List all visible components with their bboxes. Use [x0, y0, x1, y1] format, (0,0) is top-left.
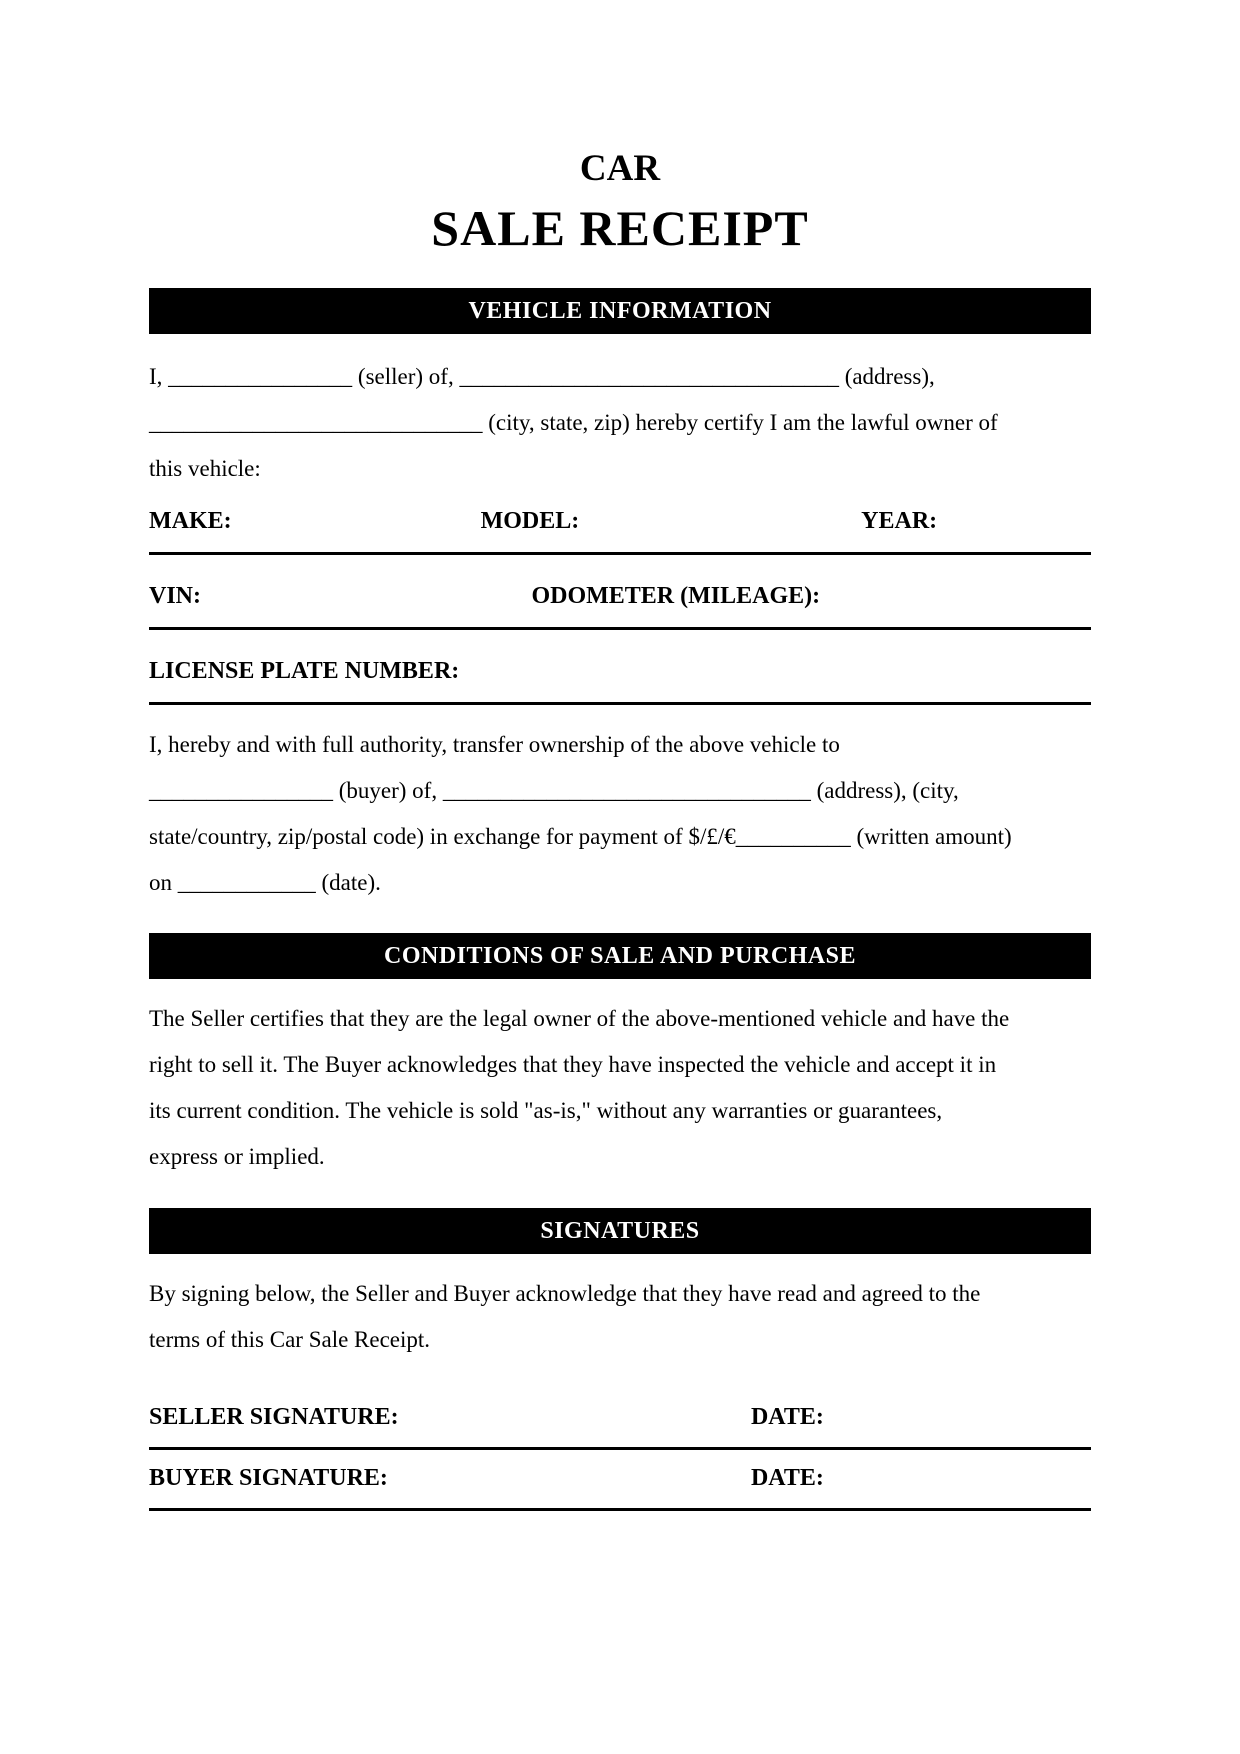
- vehicle-vin-odometer-row: [149, 584, 1091, 608]
- seller-intro-line: this vehicle:: [149, 456, 261, 481]
- seller-signature-row: [149, 1405, 1091, 1429]
- field-underline: [149, 627, 1091, 630]
- seller-intro-line: _____________________________ (city, state, zip) hereby certify I am the lawful owner of: [149, 410, 998, 435]
- seller-intro-paragraph: [149, 354, 1091, 492]
- odometer-field-label: ODOMETER (MILEAGE):: [531, 583, 821, 609]
- field-underline: [149, 702, 1091, 705]
- conditions-line: right to sell it. The Buyer acknowledges that they have inspected the vehicle and accept it in: [149, 1052, 997, 1077]
- seller-date-field-label: DATE:: [750, 1404, 824, 1430]
- year-field-label: YEAR:: [861, 508, 938, 534]
- transfer-line: ________________ (buyer) of, ________________________________ (address), (city,: [149, 778, 959, 803]
- signatures-intro-paragraph: [149, 1271, 1091, 1363]
- transfer-paragraph: [149, 722, 1091, 906]
- conditions-line: express or implied.: [149, 1144, 325, 1169]
- model-field-label: MODEL:: [480, 508, 580, 534]
- signatures-intro-line: By signing below, the Seller and Buyer acknowledge that they have read and agreed to the: [149, 1281, 981, 1306]
- conditions-line: The Seller certifies that they are the legal owner of the above-mentioned vehicle and have the: [149, 1006, 1010, 1031]
- buyer-signature-field-label: BUYER SIGNATURE:: [149, 1465, 388, 1491]
- signature-underline: [149, 1508, 1091, 1511]
- section-header-signatures: [149, 1208, 1091, 1254]
- section-header-signatures-label: SIGNATURES: [540, 1217, 700, 1244]
- buyer-signature-row: [149, 1466, 1091, 1490]
- license-plate-field-label: LICENSE PLATE NUMBER:: [149, 658, 460, 684]
- section-header-conditions: [149, 933, 1091, 979]
- buyer-date-field-label: DATE:: [750, 1465, 824, 1491]
- section-header-vehicle-information: [149, 288, 1091, 334]
- transfer-line: I, hereby and with full authority, transfer ownership of the above vehicle to: [149, 732, 840, 757]
- make-field-label: MAKE:: [149, 508, 232, 534]
- section-header-conditions-label: CONDITIONS OF SALE AND PURCHASE: [383, 942, 856, 969]
- document-title-top: CAR: [579, 148, 661, 189]
- signatures-intro-line: terms of this Car Sale Receipt.: [149, 1327, 431, 1352]
- section-header-vehicle-information-label: VEHICLE INFORMATION: [468, 297, 772, 324]
- seller-intro-line: I, ________________ (seller) of, _________________________________ (address),: [149, 364, 935, 389]
- field-underline: [149, 552, 1091, 555]
- vehicle-make-model-year-row: [149, 509, 1091, 533]
- transfer-line: on ____________ (date).: [149, 870, 381, 895]
- vin-field-label: VIN:: [149, 583, 201, 609]
- signature-underline: [149, 1447, 1091, 1450]
- conditions-paragraph: [149, 996, 1091, 1180]
- document-title-main: SALE RECEIPT: [431, 200, 809, 256]
- license-plate-row: [149, 659, 1091, 683]
- transfer-line: state/country, zip/postal code) in exchange for payment of $/£/€__________ (written amount): [149, 824, 1012, 849]
- seller-signature-field-label: SELLER SIGNATURE:: [149, 1404, 399, 1430]
- document-content: [149, 0, 1091, 1511]
- conditions-line: its current condition. The vehicle is sold "as-is," without any warranties or guarantees,: [149, 1098, 943, 1123]
